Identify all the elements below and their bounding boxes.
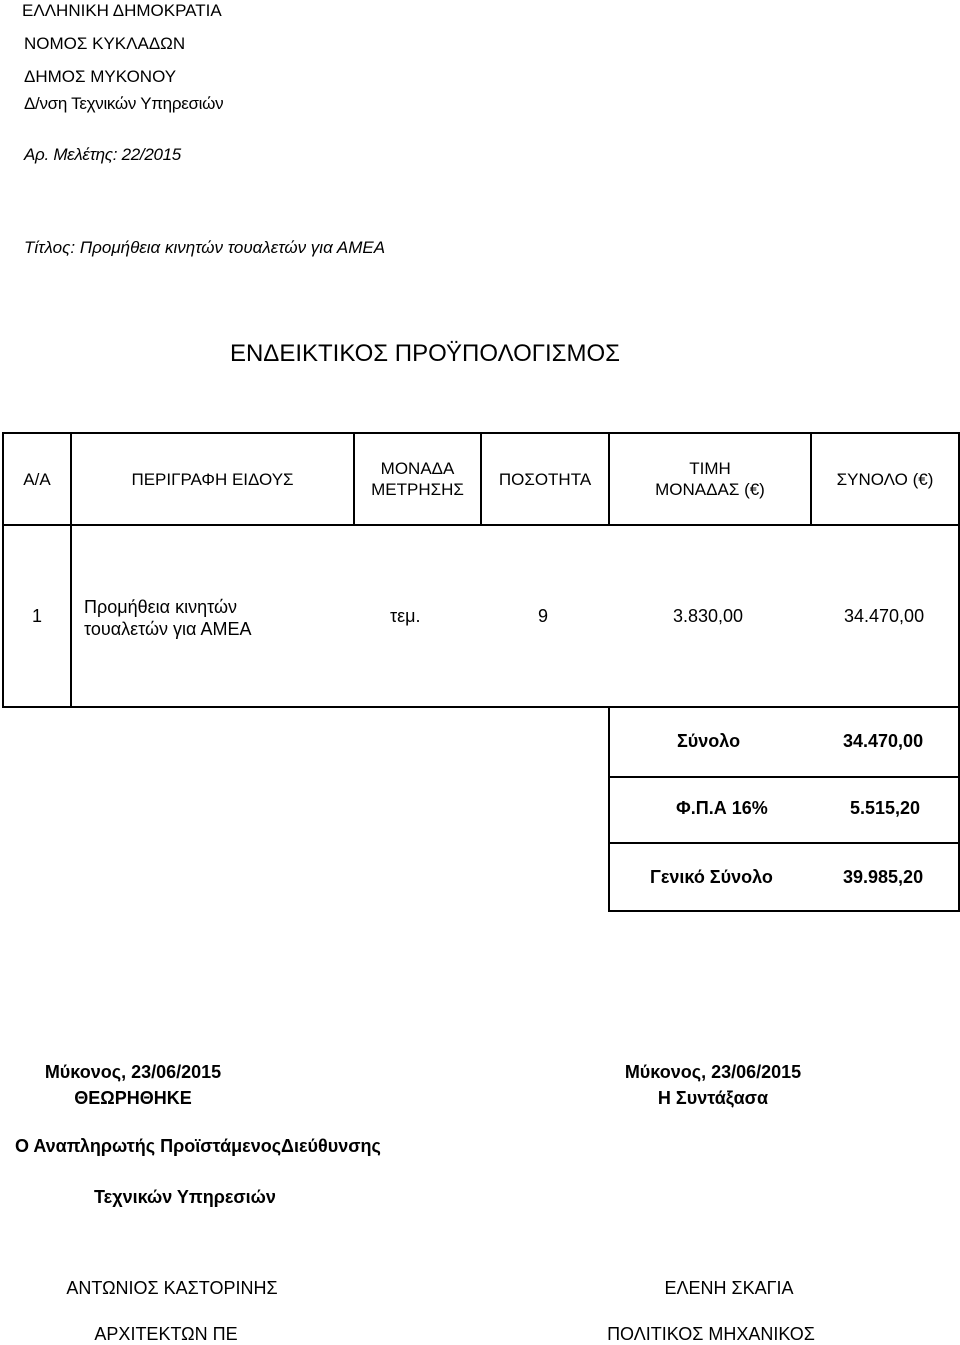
col-header-unit-price: ΤΙΜΗ ΜΟΝΑΔΑΣ (€): [608, 432, 812, 526]
left-place-date: Μύκονος, 23/06/2015: [44, 1062, 222, 1082]
vat-label: Φ.Π.Α 16%: [676, 798, 768, 818]
right-signer-title: ΠΟΛΙΤΙΚΟΣ ΜΗΧΑΝΙΚΟΣ: [607, 1324, 815, 1344]
right-place-date: Μύκονος, 23/06/2015: [624, 1062, 802, 1082]
col-header-description: ΠΕΡΙΓΡΑΦΗ ΕΙΔΟΥΣ: [70, 432, 355, 526]
study-number: Αρ. Μελέτης: 22/2015: [24, 145, 181, 164]
col-header-aa: Α/Α: [2, 432, 72, 526]
document-title: Τίτλος: Προμήθεια κινητών τουαλετών για ΑΜΕΑ: [24, 238, 386, 257]
left-status: ΘΕΩΡΗΘΗΚΕ: [74, 1088, 192, 1108]
municipality-heading: ΔΗΜΟΣ ΜΥΚΟΝΟΥ: [24, 67, 177, 86]
row-aa: 1: [32, 606, 43, 626]
row-unit: τεμ.: [390, 606, 421, 626]
subtotal-label: Σύνολο: [677, 731, 741, 751]
left-signer-name: ΑΝΤΩΝΙΟΣ ΚΑΣΤΟΡΙΝΗΣ: [66, 1278, 278, 1298]
subtotal-value: 34.470,00: [843, 731, 924, 751]
left-role-line-1: Ο Αναπληρωτής ΠροϊστάμενοςΔιεύθυνσης: [15, 1136, 381, 1156]
vat-value: 5.515,20: [850, 798, 921, 818]
row-divider: [70, 524, 72, 708]
row-quantity: 9: [538, 606, 549, 626]
row-unit-price: 3.830,00: [673, 606, 744, 626]
left-role-line-2: Τεχνικών Υπηρεσιών: [94, 1187, 276, 1207]
grand-total-label: Γενικό Σύνολο: [650, 867, 773, 887]
col-header-total: ΣΥΝΟΛΟ (€): [810, 432, 960, 526]
grand-total-value: 39.985,20: [843, 867, 924, 887]
budget-title: ΕΝΔΕΙΚΤΙΚΟΣ ΠΡΟΫΠΟΛΟΓΙΣΜΟΣ: [229, 340, 621, 367]
right-signer-name: ΕΛΕΝΗ ΣΚΑΓΙΑ: [664, 1278, 794, 1298]
republic-heading: ΕΛΛΗΝΙΚΗ ΔΗΜΟΚΡΑΤΙΑ: [22, 1, 222, 20]
col-header-quantity: ΠΟΣΟΤΗΤΑ: [480, 432, 610, 526]
prefecture-heading: ΝΟΜΟΣ ΚΥΚΛΑΔΩΝ: [24, 34, 186, 53]
row-total: 34.470,00: [844, 606, 925, 626]
left-signer-title: ΑΡΧΙΤΕΚΤΩΝ ΠΕ: [94, 1324, 238, 1344]
col-header-unit: ΜΟΝΑΔΑ ΜΕΤΡΗΣΗΣ: [353, 432, 482, 526]
department-heading: Δ/νση Τεχνικών Υπηρεσιών: [24, 94, 224, 113]
row-description: Προμήθεια κινητών τουαλετών για ΑΜΕΑ: [84, 597, 252, 639]
right-status: Η Συντάξασα: [657, 1088, 769, 1108]
